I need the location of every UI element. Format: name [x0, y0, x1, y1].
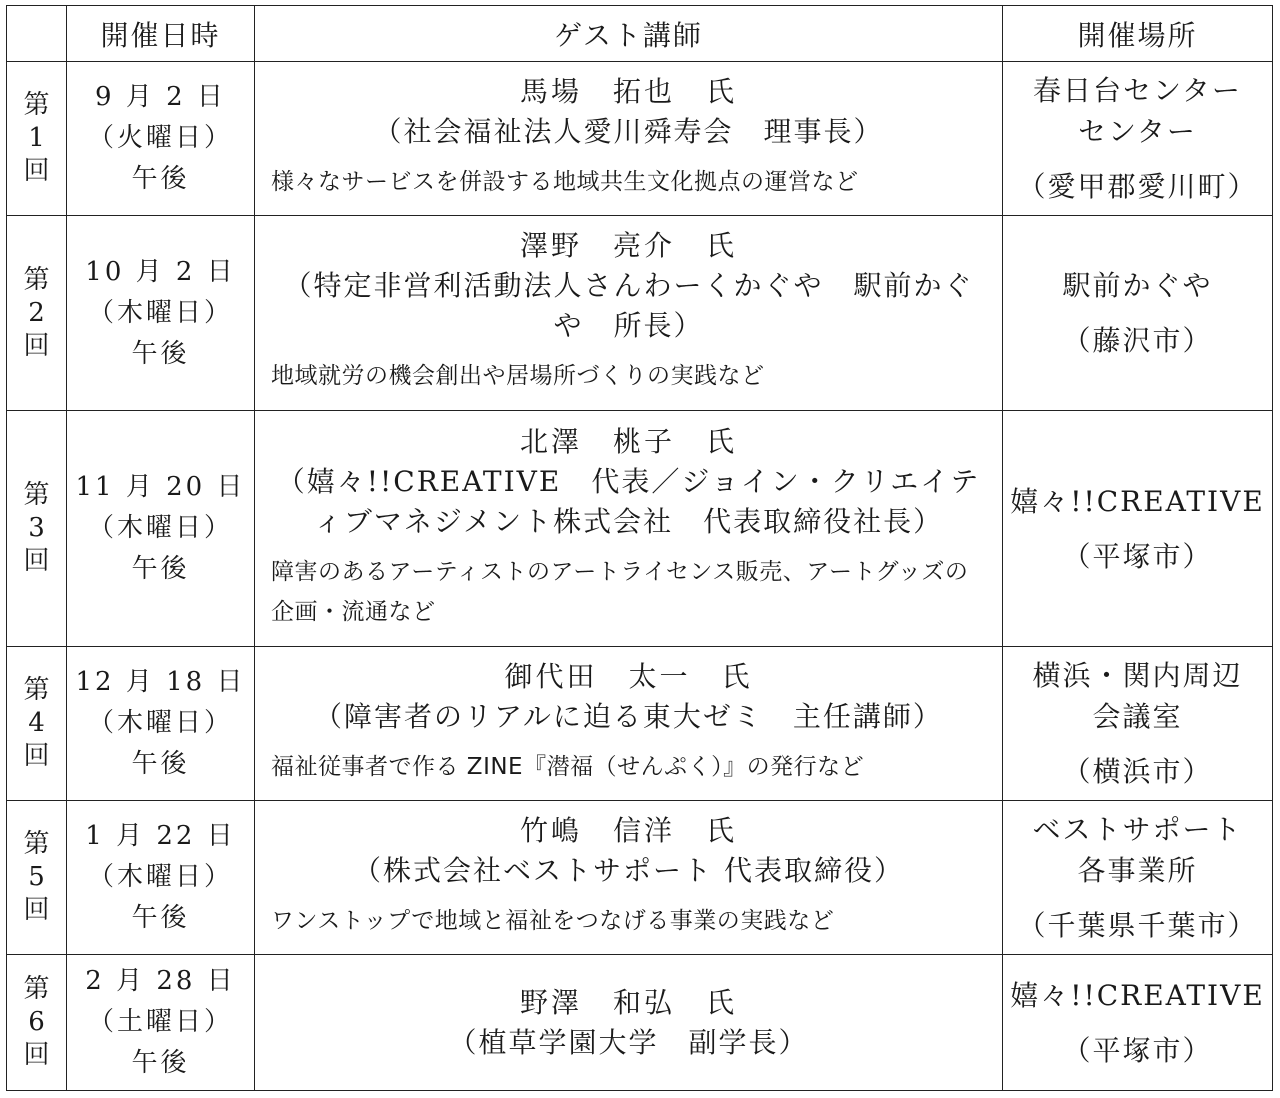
guest-organization: （障害者のリアルに迫る東大ゼミ 主任講師） [314, 699, 943, 733]
table-row [7, 647, 1273, 801]
table-row [7, 62, 1273, 216]
session-date: 2 月 28 日 （土曜日） 午後 [67, 955, 255, 1091]
session-place: 駅前かぐや （藤沢市） [1003, 216, 1273, 411]
table-row [7, 216, 1273, 411]
guest-cell [255, 216, 1003, 411]
session-number: 第 1 回 [7, 62, 67, 216]
guest-topic: ワンストップで地域と福祉をつなげる事業の実践など [271, 907, 835, 934]
header-guest: ゲスト講師 [255, 6, 1003, 62]
session-date: 9 月 2 日 （火曜日） 午後 [67, 62, 255, 216]
session-date: 10 月 2 日 （木曜日） 午後 [67, 216, 255, 411]
session-number: 第 6 回 [7, 955, 67, 1091]
guest-cell [255, 955, 1003, 1091]
header-row [7, 6, 1273, 62]
guest-cell [255, 801, 1003, 955]
session-number: 第 3 回 [7, 411, 67, 647]
guest-cell [255, 62, 1003, 216]
session-date: 11 月 20 日 （木曜日） 午後 [67, 411, 255, 647]
guest-cell [255, 647, 1003, 801]
guest-topic: 障害のあるアーティストのアートライセンス販売、アートグッズの企画・流通など [271, 558, 969, 625]
session-date: 1 月 22 日 （木曜日） 午後 [67, 801, 255, 955]
guest-topic: 様々なサービスを併設する地域共生文化拠点の運営など [271, 168, 859, 195]
session-number: 第 4 回 [7, 647, 67, 801]
guest-topic: 福祉従事者で作る ZINE『潜福（せんぷく）』の発行など [271, 753, 865, 780]
guest-organization: （社会福祉法人愛川舜寿会 理事長） [373, 114, 884, 148]
guest-organization: （特定非営利活動法人さんわーくかぐや 駅前かぐや 所長） [283, 269, 974, 342]
guest-name: 北澤 桃子 氏 [519, 424, 737, 458]
session-place: 嬉々!!CREATIVE （平塚市） [1003, 955, 1273, 1091]
session-place: ベストサポート 各事業所 （千葉県千葉市） [1003, 801, 1273, 955]
guest-topic: 地域就労の機会創出や居場所づくりの実践など [271, 363, 765, 389]
header-place: 開催場所 [1003, 6, 1273, 62]
guest-name: 御代田 太一 氏 [504, 659, 753, 693]
session-date: 12 月 18 日 （木曜日） 午後 [67, 647, 255, 801]
header-number [7, 6, 67, 62]
guest-organization: （植草学園大学 副学長） [448, 1025, 809, 1059]
guest-name: 竹嶋 信洋 氏 [519, 813, 737, 847]
header-date: 開催日時 [67, 6, 255, 62]
guest-organization: （株式会社ベストサポート 代表取締役） [353, 853, 904, 887]
guest-name: 馬場 拓也 氏 [519, 74, 737, 108]
guest-name: 野澤 和弘 氏 [519, 985, 737, 1019]
session-place: 横浜・関内周辺 会議室 （横浜市） [1003, 647, 1273, 801]
table-row [7, 955, 1273, 1091]
session-number: 第 2 回 [7, 216, 67, 411]
guest-name: 澤野 亮介 氏 [519, 229, 737, 262]
session-place: 春日台センター センター （愛甲郡愛川町） [1003, 62, 1273, 216]
session-place: 嬉々!!CREATIVE （平塚市） [1003, 411, 1273, 647]
table-row [7, 801, 1273, 955]
session-number: 第 5 回 [7, 801, 67, 955]
schedule-table [6, 5, 1273, 1091]
table-row [7, 411, 1273, 647]
guest-organization: （嬉々!!CREATIVE 代表／ジョイン・クリエイティブマネジメント株式会社 代表取締役社長） [276, 464, 981, 538]
guest-cell [255, 411, 1003, 647]
